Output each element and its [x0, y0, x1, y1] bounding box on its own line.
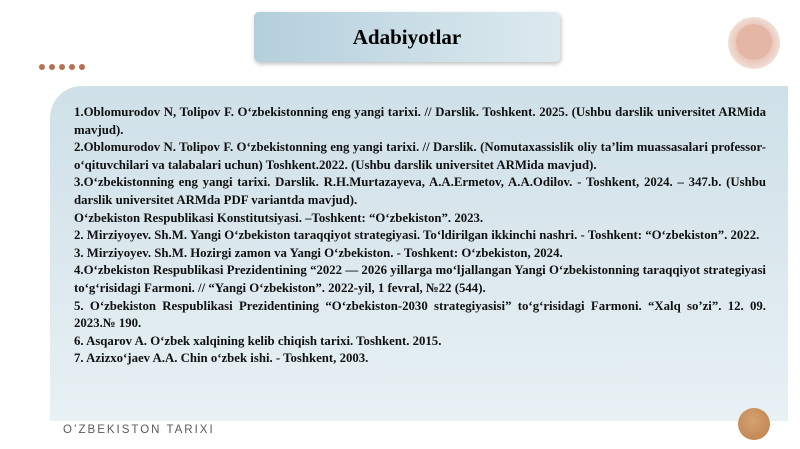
reference-item: 3. Mirziyoyev. Sh.M. Hozirgi zamon va Yangi O‘zbekiston. - Toshkent: O‘zbekiston, 2024. — [74, 245, 563, 260]
slide-title: Adabiyotlar — [352, 24, 462, 49]
dot — [49, 64, 55, 70]
reference-item: 3.O‘zbekistonning eng yangi tarixi. Darslik. R.H.Murtazayeva, A.A.Ermetov, A.A.Odilov. - Toshkent, 2024. – 347.b. (Ushbu darslik universitet ARMda PDF variantda mavjud). — [74, 175, 766, 207]
decorative-circle-top-right-inner — [736, 24, 772, 60]
reference-item: 7. Azizxo‘jaev A.A. Chin o‘zbek ishi. - Toshkent, 2003. — [74, 351, 369, 366]
reference-item: 5. O‘zbekiston Respublikasi Prezidentining “O‘zbekiston-2030 strategiyasisi” to‘g‘risidagi Farmoni. “Xalq so’zi”. 12. 09. 2023.№ 190. — [74, 298, 766, 331]
reference-item: O‘zbekiston Respublikasi Konstitutsiyasi. –Toshkent: “O‘zbekiston”. 2023. — [74, 210, 484, 225]
dot — [59, 64, 65, 70]
dot — [39, 64, 45, 70]
reference-item: 6. Asqarov A. O‘zbek xalqining kelib chiqish tarixi. Toshkent. 2015. — [74, 333, 442, 348]
decorative-circle-bottom-right — [738, 408, 770, 440]
title-box — [254, 12, 560, 62]
reference-list — [74, 104, 766, 368]
dot — [79, 64, 85, 70]
reference-item: 2. Mirziyoyev. Sh.M. Yangi O‘zbekiston taraqqiyot strategiyasi. To‘ldirilgan ikkinchi nashri. - Toshkent: “O‘zbekiston”. 2022. — [74, 228, 760, 243]
reference-item: 4.O‘zbekiston Respublikasi Prezidentining “2022 — 2026 yillarga mo‘ljallangan Yangi O‘zbekistonning taraqqiyot strategiyasi to‘g‘risidagi Farmoni. // “Yangi O‘zbekiston”. 2022-yil, 1 fevral, №22 (544). — [74, 263, 766, 295]
slide-footer: O’ZBEKISTON TARIXI — [63, 424, 215, 436]
dot — [69, 64, 75, 70]
decorative-dots — [39, 64, 85, 70]
reference-item: 2.Oblomurodov N. Tolipov F. O‘zbekistonning eng yangi tarixi. // Darslik. (Nomutaxassislik oliy ta’lim muassasalari professor-o‘qituvchilari va talabalari uchun) Toshkent.2022. (Ushbu darslik universitet ARMida mavjud). — [74, 140, 766, 172]
reference-item: 1.Oblomurodov N, Tolipov F. O‘zbekistonning eng yangi tarixi. // Darslik. Toshkent. 2025. (Ushbu darslik universitet ARMida mavjud). — [74, 105, 766, 137]
